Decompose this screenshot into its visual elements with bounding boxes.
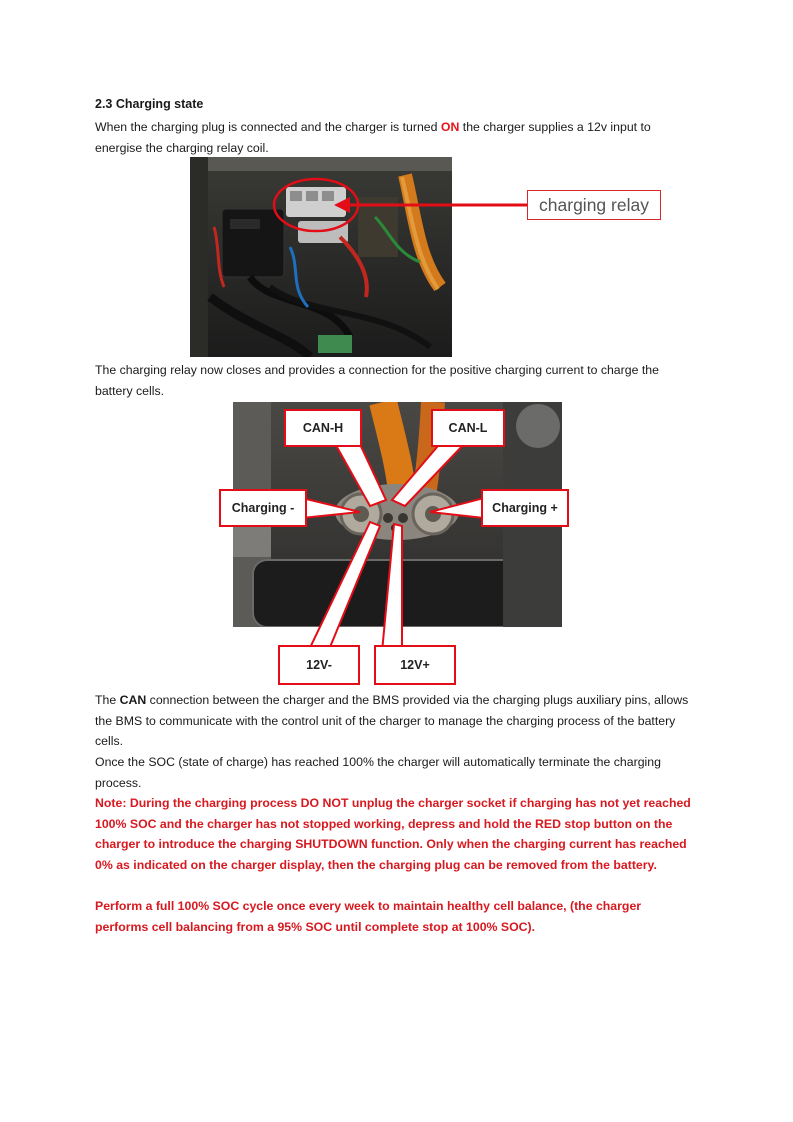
charging-relay-photo bbox=[190, 157, 452, 357]
can-text-start: The bbox=[95, 693, 120, 707]
note-soc-cycle: Perform a full 100% SOC cycle once every week to maintain healthy cell balance, (the charger performs cell balancing from a 95% SOC until complete stop at 100% SOC). bbox=[95, 899, 642, 934]
12v-minus-label: 12V- bbox=[278, 645, 360, 685]
relay-closes-paragraph: The charging relay now closes and provides a connection for the positive charging current to charge the battery cells. bbox=[95, 363, 659, 398]
can-h-label: CAN-H bbox=[284, 409, 362, 447]
section-heading: 2.3 Charging state bbox=[95, 97, 204, 111]
can-keyword: CAN bbox=[119, 693, 147, 707]
charging-relay-label: charging relay bbox=[527, 190, 661, 220]
can-paragraph bbox=[95, 690, 695, 752]
can-text-end: connection between the charger and the BMS provided via the charging plugs auxiliary pins, allows the BMS to communicate with the control unit of the charger to manage the charging process of the battery cells. bbox=[95, 693, 689, 749]
intro-text-start: When the charging plug is connected and the charger is turned bbox=[95, 120, 441, 134]
note-warning: Note: During the charging process DO NOT unplug the charger socket if charging has not yet reached 100% SOC and the charger has not stopped working, depress and hold the RED stop button on the charger to introduce the charging SHUTDOWN function. Only when the charging current has reached 0% as indicated on the charger display, then the charging plug can be removed from the battery. bbox=[95, 796, 691, 872]
charging-plus-label: Charging + bbox=[481, 489, 569, 527]
can-l-label: CAN-L bbox=[431, 409, 505, 447]
soc-paragraph: Once the SOC (state of charge) has reached 100% the charger will automatically terminate the charging process. bbox=[95, 755, 661, 790]
on-keyword: ON bbox=[440, 120, 460, 134]
charging-minus-label: Charging - bbox=[219, 489, 307, 527]
12v-plus-label: 12V+ bbox=[374, 645, 456, 685]
relay-callout-arrow bbox=[330, 193, 530, 217]
intro-text-end: the charger supplies a 12v input to energise the charging relay coil. bbox=[95, 120, 651, 155]
intro-paragraph bbox=[95, 117, 695, 158]
